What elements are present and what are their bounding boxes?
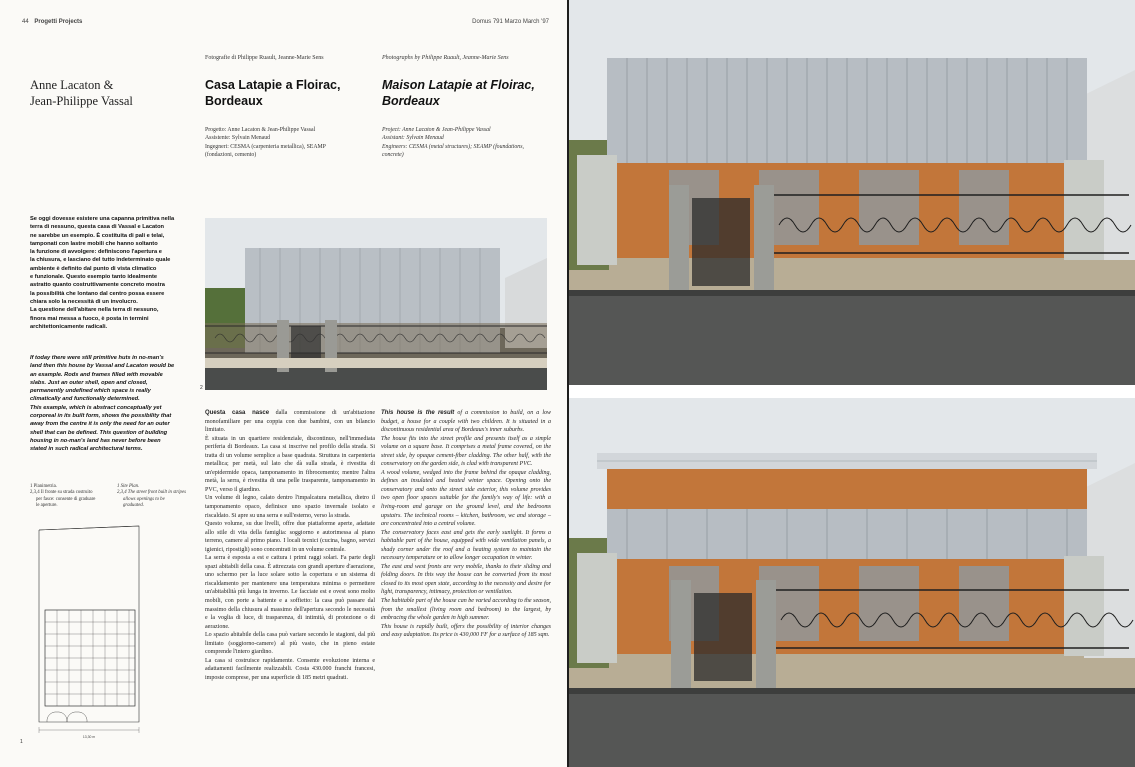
intro-line: chiara solo la necessità di un involucro. [30,298,138,305]
paragraph: The conservatory faces east and gets the early sunlight. It forms a habitable part of the house, equipped with wide ventilation panels, a shady corner under the roof and a heating system to maintain the necessary temperature or to allow longer occupation in winter. [381,529,551,562]
info-line: Ingegneri: CESMA (carpenteria metallica), SEAMP [205,143,326,150]
intro-line: land then this house by Vassal and Lacaton would be [30,363,175,370]
paragraph: dalla commissione di un'abitazione monofamiliare per una coppia con due bambini, con un bilancio limitato. [205,410,375,434]
house-photo-small [205,218,547,390]
intro-line: la possibilità che lontano dal centro possa essere [30,290,165,297]
intro-line: la chiusura, e lasciano del tutto indeterminato quale [30,257,171,264]
right-page [569,0,1135,767]
caption-line: 2,3,4 Il fronte su strada costruito [30,490,93,496]
page-number: 44 [22,19,29,25]
intro-line: shell that can be defined. This question of building [30,429,168,436]
project-info-italian [205,126,375,159]
caption-line: per fasce: consente di graduare [36,496,96,502]
left-page [0,0,567,767]
caption-line: allows openings to be [123,496,165,502]
intro-line: architettonicamente radicali. [30,323,108,330]
caption-line: 1 Planimetria. [30,484,57,489]
intro-line: astratto quanto costruttivamente concreto mostra [30,282,165,289]
intro-line: climatically and functionally determined. [30,396,140,403]
intro-line: ne sarebbe un esempio. È costituita di pali e telai, [30,232,165,239]
caption-line: graduated. [123,503,144,509]
intro-line: la funzione di avvolgere: definiscono l'apertura e [30,249,162,256]
info-line: Project: Anne Lacaton & Jean-Philippe Vassal [382,127,491,133]
paragraph: Lo spazio abitabile della casa può variare secondo le stagioni, dal più limitato (soggiorno-camere) al più vasto, che in pieno estate comprende l'intero giardino. [205,632,375,656]
body-text-english [381,409,551,640]
running-header-left [22,19,82,25]
intro-line: slabs. Just an outer shell, open and closed, [30,379,148,386]
title-line: Bordeaux [205,94,263,108]
project-info-english [382,126,552,159]
intro-line: Se oggi dovesse esistere una capanna primitiva nella [30,216,175,222]
intro-line: terra di nessuno, questa casa di Vassal e Lacaton [30,224,165,231]
intro-line: This example, which is abstract conceptually yet [30,404,162,411]
photo-credit-italian: Fotografie di Philippe Ruault, Jeanne-Marie Sens [205,55,324,61]
paragraph: The east and west fronts are very mobile, thanks to their sliding and folding doors. In this way the house can be converted from its most closed to its most open state, according to the necessity and desire for light, transparency, intimacy, protection or ventilation. [381,563,551,596]
title-italian [205,77,375,109]
info-line: Assistente: Sylvain Menaud [205,135,271,142]
lead-in-italian: Questa casa nasce [205,410,270,416]
caption-english [117,484,197,510]
caption-italian [30,484,110,510]
paragraph: La serra è esposta a est e cattura i primi raggi solari. Fa parte degli spazi abitabili della casa. È attrezzata con grandi aperture d'aerazione, uno schermo per la luce solare sotto la copertura e un sistema di riscaldamento per mantenere una temperatura minima o permettere un'abitabilità più lunga in inverno. Le facciate est e ovest sono molto mobili, con porte a battente e a soffietto: la casa può passare dal massimo della chiusura al massimo dell'apertura secondo le necessità e la voglia di luce, di trasparenza, di intimità, di protezione o di aerazione. [205,555,375,630]
caption-line: 2,3,4 The street front built in stripes [117,490,186,496]
intro-line: finora mai messa a fuoco, è posta in termini [30,315,149,322]
house-photo-closed-facade [569,0,1135,385]
intro-line: corporeal in its built form, shows the possibility that [30,413,172,420]
info-line: concrete) [382,151,404,158]
paragraph: A wood volume, wedged into the frame behind the opaque cladding, defines an insulated and heated winter space. Opening onto the conservatory and onto the street side exterior, this volume provides two open floor spaces suitable for the family's way of life: with a living-room and garage on the ground level, and the bedrooms upstairs. The technical rooms – kitchen, bathroom, wc and storage – are concentrated into a central volume. [381,469,551,528]
paragraph: Questo volume, su due livelli, offre due piattaforme aperte, adattate allo stile di vita della famiglia: soggiorno e autorimessa al piano terreno, camere al primo piano. I locali tecnici (cucina, bagno, servizi igienici, ripostigli) sono concentrati in un volume centrale. [205,521,375,553]
title-english [382,77,552,109]
intro-line: If today there were still primitive huts in no-man's [30,355,164,361]
architect-line: Jean-Philippe Vassal [30,94,133,108]
intro-line: ambiente è definito dal punto di vista climatico [30,265,157,272]
info-line: Progetto: Anne Lacaton & Jean-Philippe Vassal [205,127,316,133]
info-line: Assistant: Sylvain Menaud [382,135,444,142]
body-text-italian [205,409,375,683]
paragraph: La casa si costruisce rapidamente. Consente evoluzione interna e adattamenti facilmente realizzabili. Costa 430.000 franchi francesi, imposte comprese, per una superficie di 185 metri quadrati. [205,657,375,681]
house-photo-open-facade [569,398,1135,767]
title-line: Maison Latapie at Floirac, [382,78,535,92]
intro-line: permanently undefined which space is really [30,388,151,395]
caption-line: 1 Site Plan. [117,484,140,489]
section-label: Progetti Projects [34,19,83,25]
info-line: (fondazioni, cemento) [205,151,257,158]
paragraph: This house is rapidly built, offers the possibility of interior changes and easy adaptation. Its price is 430,000 FF for a surface of 185 sqm. [381,623,551,639]
architects-name [30,77,195,109]
title-line: Bordeaux [382,94,440,108]
intro-english [30,354,200,454]
intro-line: an example. Rods and frames filled with movable [30,371,163,378]
paragraph: The habitable part of the house can be varied according to the season, from the smallest (living room and bedroom) to the largest, by embracing the whole garden in high summer. [381,598,551,622]
info-line: Engineers: CESMA (metal structures); SEAMP (foundations, [382,143,524,150]
intro-line: away from the centre it is only the need for an outer [30,421,170,428]
site-plan-drawing [27,522,167,744]
figure-number-photo: 2 [200,385,203,391]
paragraph: Un volume di legno, calato dentro l'impalcatura metallica, dietro il tamponamento opaco, definisce uno spazio invernale isolato e riscaldato. Si apre su una serra e sull'esterno, verso la strada. [205,495,375,519]
intro-line: stated in such radical architectural terms. [30,446,143,453]
intro-line: La questione dell'abitare nella terra di nessuno, [30,307,159,314]
plot-outline [39,526,139,722]
title-line: Casa Latapie a Floirac, [205,78,341,92]
lead-in-english: This house is the result [381,410,455,416]
plan-dimension: 13,30 m [82,735,96,739]
paragraph: of a commission to build, on a low budget, a house for a couple with two children. It is situated in a discontinuous residential area of Bordeaux's inner suburbs. [381,410,552,434]
caption-line: le aperture. [36,503,58,509]
intro-line: tamponati con lastre mobili che hanno soltanto [30,240,158,247]
intro-line: housing in no-man's land has never before been [30,437,161,444]
issue-label: Domus 791 Marzo March '97 [472,19,549,25]
intro-line: e funzionale. Questo esempio tanto idealmente [30,274,158,281]
architect-line: Anne Lacaton & [30,78,114,92]
paragraph: È situata in un quartiere residenziale, discontinuo, nell'immediata periferia di Bordeaux. La casa si inscrive nel profilo della strada. Si tratta di un volume semplice a base quadrata. Struttura in carpenteria metallica; per metà, sul lato che dà sulla strada, è rivestita di un'epidermide opaca, tamponamento in fibrocemento; mentre l'altra metà, la serra, è rivestita di una pelle trasparente, tamponamento in PVC, verso il giardino. [205,435,375,493]
figure-number-plan: 1 [20,739,23,745]
paragraph: The house fits into the street profile and presents itself as a simple volume on a square base. It comprises a metal frame covered, on the street side, by opaque cement-fiber cladding. The other half, with the conservatory on the garden side, is clad with transparent PVC. [381,435,551,468]
photo-credit-english: Photographs by Philippe Ruault, Jeanne-Marie Sens [382,55,509,61]
intro-italian [30,215,200,331]
